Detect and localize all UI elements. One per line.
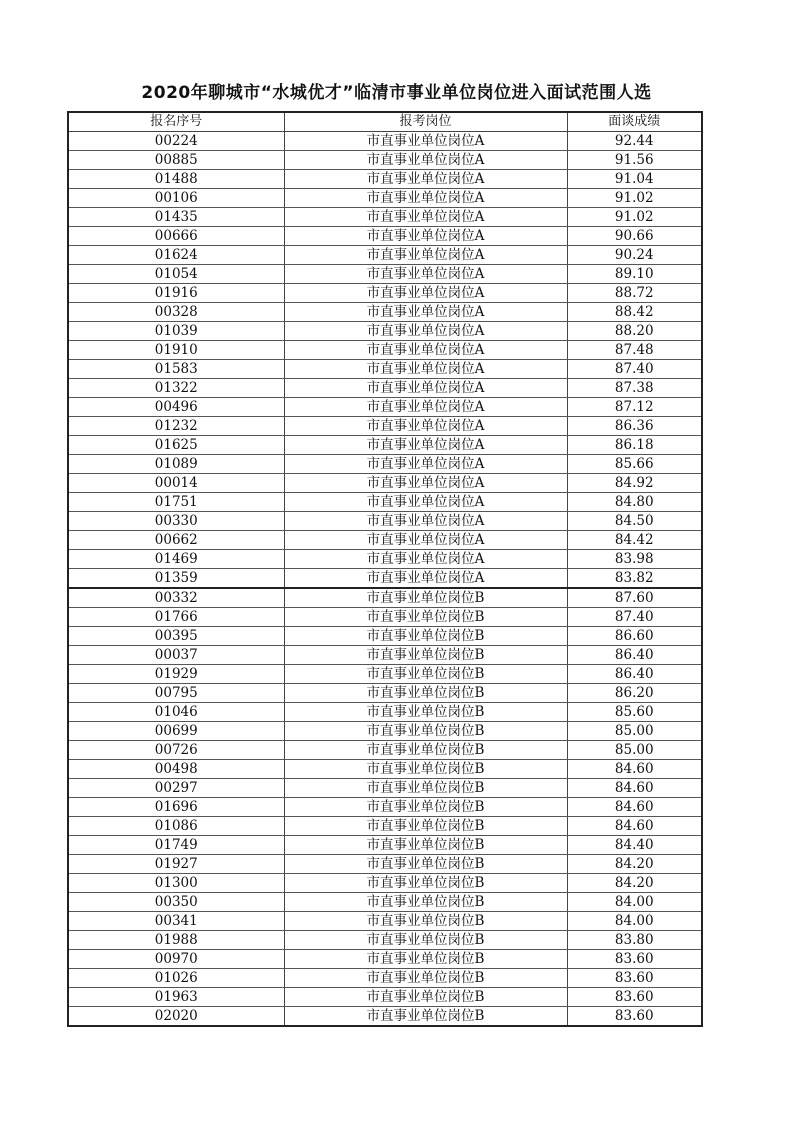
cell-score: 85.60	[567, 703, 702, 722]
cell-id: 01435	[68, 208, 284, 227]
cell-id: 01766	[68, 608, 284, 627]
cell-id: 01583	[68, 360, 284, 379]
cell-position: 市直事业单位岗位B	[284, 969, 567, 988]
cell-id: 00328	[68, 303, 284, 322]
cell-position: 市直事业单位岗位A	[284, 379, 567, 398]
cell-score: 86.40	[567, 646, 702, 665]
cell-score: 91.56	[567, 151, 702, 170]
cell-id: 00795	[68, 684, 284, 703]
cell-position: 市直事业单位岗位A	[284, 341, 567, 360]
cell-id: 00350	[68, 893, 284, 912]
cell-score: 83.60	[567, 988, 702, 1007]
cell-position: 市直事业单位岗位A	[284, 284, 567, 303]
cell-position: 市直事业单位岗位A	[284, 322, 567, 341]
cell-score: 84.00	[567, 912, 702, 931]
cell-id: 01054	[68, 265, 284, 284]
table-row	[68, 360, 702, 379]
table-row	[68, 455, 702, 474]
table-row	[68, 893, 702, 912]
cell-id: 01625	[68, 436, 284, 455]
cell-id: 01026	[68, 969, 284, 988]
cell-score: 89.10	[567, 265, 702, 284]
cell-position: 市直事业单位岗位B	[284, 722, 567, 741]
cell-id: 01749	[68, 836, 284, 855]
cell-position: 市直事业单位岗位A	[284, 208, 567, 227]
cell-score: 86.20	[567, 684, 702, 703]
table-row	[68, 855, 702, 874]
cell-id: 00341	[68, 912, 284, 931]
table-row	[68, 722, 702, 741]
cell-id: 00395	[68, 627, 284, 646]
cell-id: 01963	[68, 988, 284, 1007]
cell-id: 01046	[68, 703, 284, 722]
table-row	[68, 931, 702, 950]
table-row	[68, 741, 702, 760]
table-row	[68, 665, 702, 684]
cell-position: 市直事业单位岗位A	[284, 265, 567, 284]
cell-position: 市直事业单位岗位A	[284, 170, 567, 189]
table-row	[68, 512, 702, 531]
cell-id: 00037	[68, 646, 284, 665]
cell-position: 市直事业单位岗位B	[284, 798, 567, 817]
cell-id: 00496	[68, 398, 284, 417]
header-score: 面谈成绩	[567, 112, 702, 132]
cell-score: 91.04	[567, 170, 702, 189]
table-row	[68, 760, 702, 779]
table-row	[68, 988, 702, 1007]
table-row	[68, 817, 702, 836]
table-row	[68, 227, 702, 246]
table-row	[68, 246, 702, 265]
cell-position: 市直事业单位岗位A	[284, 189, 567, 208]
cell-id: 01988	[68, 931, 284, 950]
cell-position: 市直事业单位岗位B	[284, 855, 567, 874]
cell-score: 84.20	[567, 855, 702, 874]
cell-score: 91.02	[567, 189, 702, 208]
cell-score: 84.60	[567, 760, 702, 779]
cell-position: 市直事业单位岗位B	[284, 646, 567, 665]
cell-position: 市直事业单位岗位B	[284, 779, 567, 798]
cell-id: 00970	[68, 950, 284, 969]
cell-score: 85.00	[567, 741, 702, 760]
cell-score: 86.36	[567, 417, 702, 436]
cell-position: 市直事业单位岗位A	[284, 436, 567, 455]
cell-score: 85.00	[567, 722, 702, 741]
table-row	[68, 646, 702, 665]
cell-id: 01927	[68, 855, 284, 874]
cell-id: 00106	[68, 189, 284, 208]
cell-score: 91.02	[567, 208, 702, 227]
cell-score: 84.20	[567, 874, 702, 893]
header-position: 报考岗位	[284, 112, 567, 132]
cell-id: 01929	[68, 665, 284, 684]
table-row	[68, 170, 702, 189]
table-row	[68, 1007, 702, 1027]
table-row	[68, 798, 702, 817]
candidates-table	[67, 111, 703, 1027]
table-row	[68, 779, 702, 798]
cell-id: 00297	[68, 779, 284, 798]
cell-score: 92.44	[567, 132, 702, 151]
cell-position: 市直事业单位岗位B	[284, 893, 567, 912]
cell-position: 市直事业单位岗位B	[284, 627, 567, 646]
cell-score: 85.66	[567, 455, 702, 474]
table-row	[68, 436, 702, 455]
cell-position: 市直事业单位岗位A	[284, 417, 567, 436]
cell-id: 01039	[68, 322, 284, 341]
table-row	[68, 474, 702, 493]
cell-position: 市直事业单位岗位B	[284, 950, 567, 969]
table-row	[68, 950, 702, 969]
cell-id: 01300	[68, 874, 284, 893]
cell-score: 90.66	[567, 227, 702, 246]
cell-id: 01696	[68, 798, 284, 817]
cell-score: 90.24	[567, 246, 702, 265]
cell-position: 市直事业单位岗位B	[284, 931, 567, 950]
cell-id: 00699	[68, 722, 284, 741]
cell-id: 00662	[68, 531, 284, 550]
cell-position: 市直事业单位岗位A	[284, 569, 567, 589]
table-row	[68, 265, 702, 284]
cell-position: 市直事业单位岗位A	[284, 398, 567, 417]
cell-score: 87.38	[567, 379, 702, 398]
table-row	[68, 341, 702, 360]
cell-id: 00330	[68, 512, 284, 531]
cell-score: 84.80	[567, 493, 702, 512]
cell-score: 84.40	[567, 836, 702, 855]
table-row	[68, 627, 702, 646]
cell-id: 01488	[68, 170, 284, 189]
table-row	[68, 493, 702, 512]
cell-score: 84.92	[567, 474, 702, 493]
cell-position: 市直事业单位岗位B	[284, 588, 567, 608]
cell-score: 84.00	[567, 893, 702, 912]
cell-id: 00332	[68, 588, 284, 608]
cell-id: 01469	[68, 550, 284, 569]
table-row	[68, 531, 702, 550]
cell-score: 83.80	[567, 931, 702, 950]
table-row	[68, 684, 702, 703]
cell-id: 01232	[68, 417, 284, 436]
table-row	[68, 132, 702, 151]
cell-id: 01322	[68, 379, 284, 398]
cell-id: 00726	[68, 741, 284, 760]
cell-position: 市直事业单位岗位B	[284, 608, 567, 627]
cell-position: 市直事业单位岗位B	[284, 703, 567, 722]
cell-position: 市直事业单位岗位A	[284, 151, 567, 170]
cell-id: 00014	[68, 474, 284, 493]
cell-score: 83.60	[567, 950, 702, 969]
cell-score: 87.48	[567, 341, 702, 360]
cell-score: 86.40	[567, 665, 702, 684]
cell-position: 市直事业单位岗位A	[284, 246, 567, 265]
table-row	[68, 398, 702, 417]
cell-score: 84.60	[567, 779, 702, 798]
cell-id: 00224	[68, 132, 284, 151]
table-row	[68, 912, 702, 931]
cell-position: 市直事业单位岗位B	[284, 912, 567, 931]
cell-id: 01089	[68, 455, 284, 474]
table-row	[68, 588, 702, 608]
table-header-row	[68, 112, 702, 132]
cell-score: 84.42	[567, 531, 702, 550]
cell-id: 01910	[68, 341, 284, 360]
cell-score: 83.60	[567, 1007, 702, 1027]
table-row	[68, 608, 702, 627]
table-body	[68, 132, 702, 1027]
cell-score: 87.12	[567, 398, 702, 417]
table-row	[68, 417, 702, 436]
cell-position: 市直事业单位岗位B	[284, 836, 567, 855]
cell-score: 88.42	[567, 303, 702, 322]
cell-id: 01624	[68, 246, 284, 265]
cell-score: 84.60	[567, 798, 702, 817]
cell-id: 01751	[68, 493, 284, 512]
table-row	[68, 836, 702, 855]
cell-position: 市直事业单位岗位A	[284, 360, 567, 379]
cell-position: 市直事业单位岗位A	[284, 132, 567, 151]
table-row	[68, 208, 702, 227]
cell-id: 01916	[68, 284, 284, 303]
table-row	[68, 284, 702, 303]
cell-position: 市直事业单位岗位A	[284, 455, 567, 474]
header-id: 报名序号	[68, 112, 284, 132]
table-row	[68, 569, 702, 589]
cell-score: 87.40	[567, 360, 702, 379]
table-row	[68, 189, 702, 208]
cell-position: 市直事业单位岗位A	[284, 227, 567, 246]
table-row	[68, 703, 702, 722]
cell-position: 市直事业单位岗位B	[284, 988, 567, 1007]
table-row	[68, 969, 702, 988]
cell-position: 市直事业单位岗位B	[284, 874, 567, 893]
cell-position: 市直事业单位岗位A	[284, 531, 567, 550]
cell-id: 00885	[68, 151, 284, 170]
cell-score: 84.60	[567, 817, 702, 836]
cell-id: 00498	[68, 760, 284, 779]
cell-score: 87.40	[567, 608, 702, 627]
cell-id: 01086	[68, 817, 284, 836]
table-row	[68, 550, 702, 569]
cell-position: 市直事业单位岗位A	[284, 550, 567, 569]
table-row	[68, 379, 702, 398]
cell-score: 87.60	[567, 588, 702, 608]
cell-position: 市直事业单位岗位B	[284, 1007, 567, 1027]
table-row	[68, 874, 702, 893]
cell-position: 市直事业单位岗位A	[284, 493, 567, 512]
cell-position: 市直事业单位岗位B	[284, 817, 567, 836]
cell-score: 83.60	[567, 969, 702, 988]
cell-position: 市直事业单位岗位B	[284, 760, 567, 779]
cell-score: 88.20	[567, 322, 702, 341]
cell-position: 市直事业单位岗位B	[284, 741, 567, 760]
cell-position: 市直事业单位岗位A	[284, 303, 567, 322]
cell-score: 88.72	[567, 284, 702, 303]
table-row	[68, 151, 702, 170]
cell-position: 市直事业单位岗位B	[284, 684, 567, 703]
table-row	[68, 322, 702, 341]
cell-position: 市直事业单位岗位A	[284, 474, 567, 493]
cell-position: 市直事业单位岗位A	[284, 512, 567, 531]
table-row	[68, 303, 702, 322]
cell-score: 83.98	[567, 550, 702, 569]
cell-id: 00666	[68, 227, 284, 246]
cell-score: 83.82	[567, 569, 702, 589]
cell-id: 02020	[68, 1007, 284, 1027]
cell-score: 86.60	[567, 627, 702, 646]
cell-position: 市直事业单位岗位B	[284, 665, 567, 684]
cell-id: 01359	[68, 569, 284, 589]
cell-score: 86.18	[567, 436, 702, 455]
document-title: 2020年聊城市“水城优才”临清市事业单位岗位进入面试范围人选	[141, 83, 652, 103]
cell-score: 84.50	[567, 512, 702, 531]
